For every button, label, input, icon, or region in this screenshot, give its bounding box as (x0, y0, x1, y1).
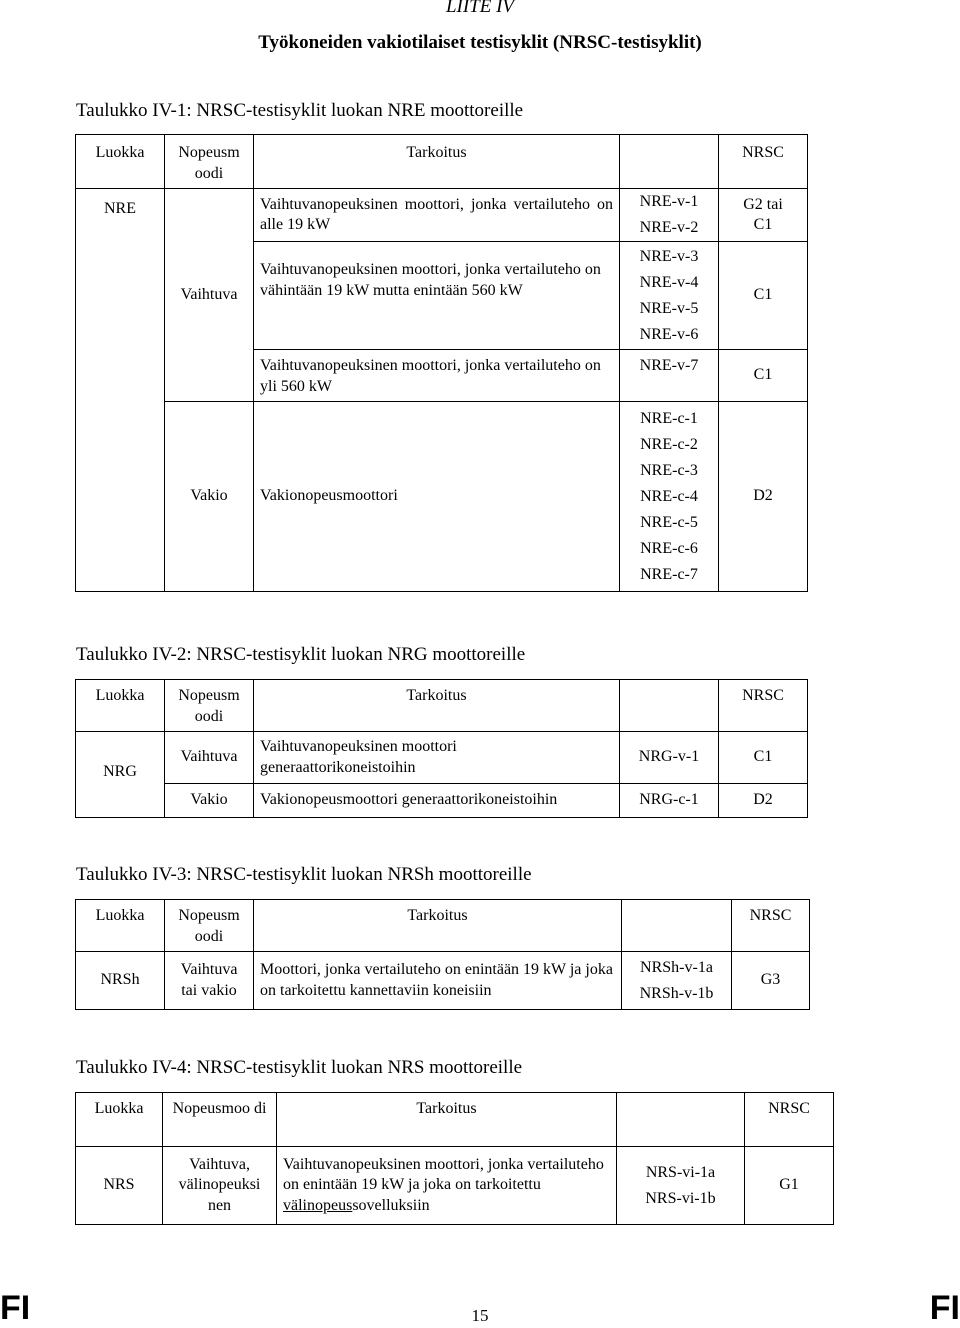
purpose-cell: Vakionopeusmoottori (254, 402, 620, 592)
table2-caption: Taulukko IV-2: NRSC-testisyklit luokan NRG moottoreille (76, 644, 526, 665)
class-cell: NRG (76, 732, 165, 818)
table4 (75, 1092, 834, 1225)
class-cell: NRSh (76, 952, 165, 1010)
header-purpose: Tarkoitus (254, 135, 620, 189)
table2 (75, 679, 808, 818)
table4-caption: Taulukko IV-4: NRSC-testisyklit luokan NRS moottoreille (76, 1057, 523, 1078)
purpose-cell: Vakionopeusmoottori generaattorikoneistoihin (254, 784, 620, 818)
purpose-cell: Vaihtuvanopeuksinen moottori, jonka vertailuteho on yli 560 kW (254, 350, 620, 402)
document-title: Työkoneiden vakiotilaiset testisyklit (NRSC-testisyklit) (258, 32, 702, 53)
mode-cell: Vaihtuva (165, 189, 254, 402)
purpose-cell: Moottori, jonka vertailuteho on enintään 19 kW ja joka on tarkoitettu kannettaviin koneisiin (254, 952, 622, 1010)
mode-cell: Vaihtuva, välinopeuksi nen (163, 1147, 277, 1225)
table1 (75, 134, 808, 592)
header-nrsc: NRSC (745, 1093, 834, 1147)
header-class: Luokka (76, 680, 165, 732)
header-mode: Nopeusm oodi (165, 135, 254, 189)
table-row (76, 402, 808, 592)
page-number: 15 (471, 1306, 489, 1325)
table-row (76, 784, 808, 818)
purpose-cell: Vaihtuvanopeuksinen moottori, jonka vertailuteho on enintään 19 kW ja joka on tarkoitettu välinopeussovelluksiin (277, 1147, 617, 1225)
header-mode: Nopeusm oodi (165, 900, 254, 952)
nrsc-cell: C1 (719, 242, 808, 350)
table2-header-row (76, 680, 808, 732)
footer-language-right: FI (929, 1289, 960, 1327)
cycle-cell: NRG-c-1 (620, 784, 719, 818)
cycle-cell: NRSh-v-1a NRSh-v-1b (622, 952, 732, 1010)
header-purpose: Tarkoitus (254, 680, 620, 732)
table1-header-row (76, 135, 808, 189)
mode-cell: Vaihtuva tai vakio (165, 952, 254, 1010)
header-class: Luokka (76, 1093, 163, 1147)
table1-caption: Taulukko IV-1: NRSC-testisyklit luokan NRE moottoreille (76, 100, 524, 121)
header-nrsc: NRSC (719, 135, 808, 189)
footer-language-left: FI (0, 1289, 31, 1327)
purpose-cell: Vaihtuvanopeuksinen moottori, jonka vertailuteho on alle 19 kW (254, 189, 620, 242)
mode-cell: Vakio (165, 784, 254, 818)
table4-header-row (76, 1093, 834, 1147)
nrsc-cell: C1 (719, 732, 808, 784)
cycle-cell: NRG-v-1 (620, 732, 719, 784)
header-nrsc: NRSC (719, 680, 808, 732)
cycle-cell: NRE-v-1 NRE-v-2 (620, 189, 719, 242)
mode-cell: Vakio (165, 402, 254, 592)
purpose-cell: Vaihtuvanopeuksinen moottori, jonka vertailuteho on vähintään 19 kW mutta enintään 560 kW (254, 242, 620, 350)
annex-label: LIITE IV (445, 0, 515, 17)
nrsc-cell: C1 (719, 350, 808, 402)
header-class: Luokka (76, 900, 165, 952)
class-cell: NRE (76, 189, 165, 592)
cycle-cell: NRS-vi-1a NRS-vi-1b (617, 1147, 745, 1225)
table-row (76, 189, 808, 242)
header-mode: Nopeusmoo di (163, 1093, 277, 1147)
cycle-cell: NRE-v-3 NRE-v-4 NRE-v-5 NRE-v-6 (620, 242, 719, 350)
header-nrsc: NRSC (732, 900, 810, 952)
table3-caption: Taulukko IV-3: NRSC-testisyklit luokan NRSh moottoreille (76, 864, 532, 885)
nrsc-cell: G1 (745, 1147, 834, 1225)
header-purpose: Tarkoitus (254, 900, 622, 952)
nrsc-cell: G2 tai C1 (719, 189, 808, 242)
table-row (76, 732, 808, 784)
mode-cell: Vaihtuva (165, 732, 254, 784)
table3-header-row (76, 900, 810, 952)
class-cell: NRS (76, 1147, 163, 1225)
cycle-cell: NRE-c-1 NRE-c-2 NRE-c-3 NRE-c-4 NRE-c-5 NRE-c-6 NRE-c-7 (620, 402, 719, 592)
nrsc-cell: G3 (732, 952, 810, 1010)
header-class: Luokka (76, 135, 165, 189)
table-row (76, 1147, 834, 1225)
nrsc-cell: D2 (719, 402, 808, 592)
cycle-cell: NRE-v-7 (620, 350, 719, 402)
table3 (75, 899, 810, 1010)
purpose-cell: Vaihtuvanopeuksinen moottori generaattorikoneistoihin (254, 732, 620, 784)
table-row (76, 952, 810, 1010)
header-mode: Nopeusm oodi (165, 680, 254, 732)
header-purpose: Tarkoitus (277, 1093, 617, 1147)
nrsc-cell: D2 (719, 784, 808, 818)
